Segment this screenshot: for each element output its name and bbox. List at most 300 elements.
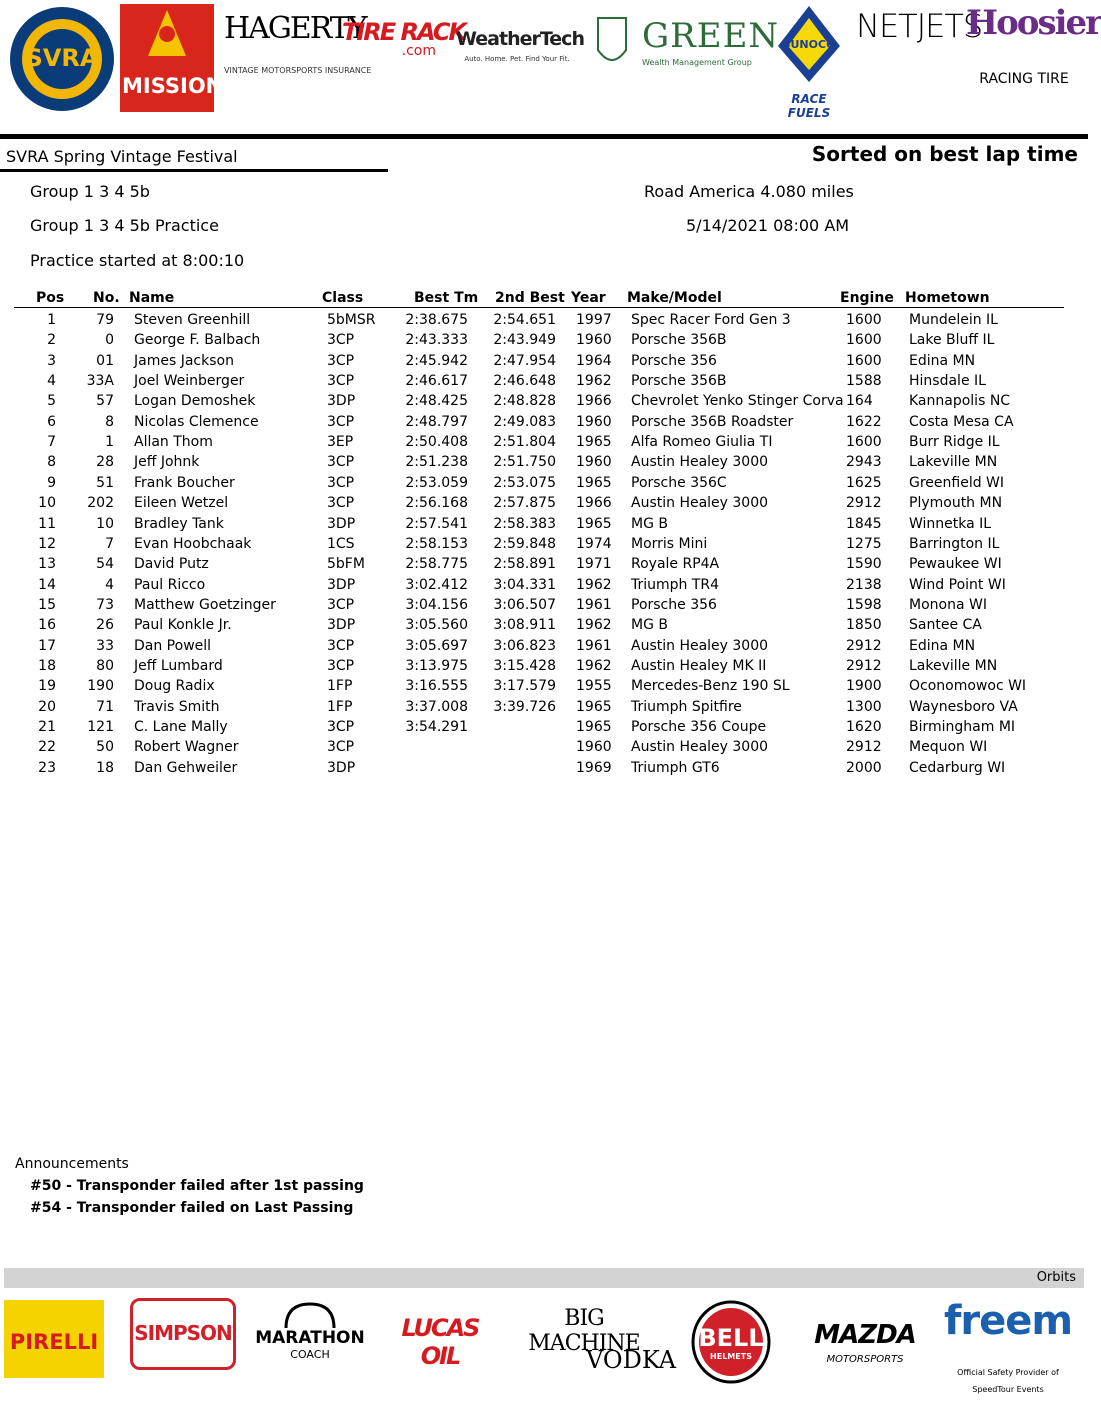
row-hometown: Greenfield WI	[909, 474, 1005, 491]
col-name: Name	[129, 290, 175, 306]
row-make-model: Triumph Spitfire	[631, 698, 742, 715]
row-second-best: 2:51.804	[493, 434, 556, 451]
row-pos: 4	[47, 373, 56, 390]
result-row	[0, 638, 1088, 658]
row-car-number: 33A	[86, 373, 114, 390]
svra-logo	[8, 4, 116, 114]
row-engine: 1590	[846, 556, 882, 573]
row-best-time: 2:43.333	[405, 332, 468, 349]
result-row	[0, 658, 1088, 678]
row-pos: 12	[38, 535, 56, 552]
result-row	[0, 536, 1088, 556]
row-class: 1FP	[327, 678, 353, 695]
row-hometown: Lakeville MN	[909, 657, 998, 674]
col-no: No.	[93, 290, 120, 306]
row-make-model: Royale RP4A	[631, 556, 720, 573]
row-pos: 14	[38, 576, 56, 593]
bigmachine-logo-text: BIG MACHINE	[528, 1306, 640, 1356]
orbits-label: Orbits	[1036, 1270, 1076, 1285]
result-row	[0, 617, 1088, 637]
row-pos: 17	[38, 637, 56, 654]
row-class: 3CP	[327, 454, 355, 471]
row-year: 1962	[576, 617, 612, 634]
result-row	[0, 475, 1088, 495]
row-year: 1960	[576, 332, 612, 349]
result-row	[0, 739, 1088, 759]
netjets-logo	[856, 7, 983, 108]
row-best-time: 2:57.541	[405, 515, 468, 532]
row-year: 1955	[576, 678, 612, 695]
row-year: 1965	[576, 698, 612, 715]
row-year: 1960	[576, 739, 612, 756]
row-car-number: 01	[96, 352, 114, 369]
header-rule	[14, 307, 1064, 308]
row-second-best: 3:06.823	[493, 637, 556, 654]
row-year: 1960	[576, 413, 612, 430]
row-driver-name: Steven Greenhill	[134, 312, 251, 328]
row-hometown: Waynesboro VA	[909, 698, 1018, 715]
row-make-model: Triumph TR4	[631, 576, 720, 593]
green-shield-icon	[596, 16, 628, 70]
row-engine: 1600	[846, 332, 882, 349]
row-class: 3DP	[327, 617, 356, 634]
footer-bar	[4, 1268, 1084, 1288]
top-rule	[0, 134, 1088, 139]
result-row	[0, 760, 1088, 780]
session-label: Group 1 3 4 5b Practice	[30, 216, 219, 235]
bell-logo-text: BELL	[698, 1324, 764, 1352]
green-logo	[596, 12, 780, 108]
row-second-best: 2:47.954	[493, 352, 556, 369]
row-best-time: 2:48.425	[405, 393, 468, 410]
row-make-model: Porsche 356B	[631, 373, 727, 390]
result-row	[0, 556, 1088, 576]
mazda-logo	[800, 1300, 930, 1384]
row-best-time: 2:38.675	[405, 312, 468, 328]
row-best-time: 2:46.617	[405, 373, 468, 390]
result-row	[0, 414, 1088, 434]
col-pos: Pos	[36, 290, 65, 306]
row-year: 1960	[576, 454, 612, 471]
row-class: 3DP	[327, 759, 356, 776]
row-engine: 1620	[846, 719, 882, 735]
mazda-tagline: MOTORSPORTS	[826, 1354, 904, 1365]
row-year: 1965	[576, 515, 612, 532]
row-car-number: 1	[105, 434, 114, 451]
result-row	[0, 434, 1088, 454]
announcement-item: #50 - Transponder failed after 1st passing	[30, 1178, 364, 1194]
row-hometown: Edina MN	[909, 352, 976, 369]
green-tagline: Wealth Management Group	[642, 58, 752, 67]
col-class: Class	[322, 290, 364, 306]
row-car-number: 51	[96, 474, 114, 491]
row-pos: 22	[38, 739, 56, 756]
row-year: 1961	[576, 596, 612, 613]
row-best-time: 2:56.168	[405, 495, 468, 512]
marathon-tagline: COACH	[290, 1348, 330, 1361]
row-make-model: Austin Healey 3000	[631, 495, 769, 512]
col-second: 2nd Best	[495, 290, 565, 306]
row-class: 3CP	[327, 413, 355, 430]
row-best-time: 3:13.975	[405, 657, 468, 674]
row-hometown: Barrington IL	[909, 535, 1000, 552]
row-best-time: 3:54.291	[405, 719, 468, 735]
row-driver-name: Allan Thom	[134, 434, 213, 451]
row-pos: 8	[47, 454, 56, 471]
row-engine: 1598	[846, 596, 882, 613]
announcements-title: Announcements	[15, 1156, 129, 1172]
row-best-time: 2:58.775	[405, 556, 468, 573]
row-second-best: 2:58.383	[493, 515, 556, 532]
row-class: 3DP	[327, 515, 356, 532]
hagerty-logo	[224, 11, 372, 110]
row-make-model: Mercedes-Benz 190 SL	[631, 678, 790, 695]
row-car-number: 8	[105, 413, 114, 430]
row-car-number: 202	[87, 495, 114, 512]
svra-logo-text: SVRA	[25, 44, 99, 72]
row-best-time: 2:48.797	[405, 413, 468, 430]
row-engine: 1300	[846, 698, 882, 715]
session-datetime: 5/14/2021 08:00 AM	[686, 216, 850, 235]
row-best-time: 2:58.153	[405, 535, 468, 552]
tirerack-logo-text: TIRE RACK	[342, 18, 466, 46]
bigmachine-logo	[514, 1302, 677, 1398]
row-pos: 16	[38, 617, 56, 634]
row-engine: 164	[846, 393, 873, 410]
row-driver-name: David Putz	[134, 556, 209, 573]
row-pos: 23	[38, 759, 56, 776]
row-pos: 18	[38, 657, 56, 674]
row-second-best: 3:15.428	[493, 657, 556, 674]
row-engine: 1845	[846, 515, 882, 532]
row-driver-name: Robert Wagner	[134, 739, 239, 756]
result-row	[0, 393, 1088, 413]
row-second-best: 3:04.331	[493, 576, 556, 593]
row-hometown: Hinsdale IL	[909, 373, 986, 390]
row-class: 3CP	[327, 596, 355, 613]
row-second-best: 2:46.648	[493, 373, 556, 390]
row-hometown: Wind Point WI	[909, 576, 1006, 593]
row-engine: 2138	[846, 576, 882, 593]
row-class: 3CP	[327, 474, 355, 491]
row-class: 3DP	[327, 393, 356, 410]
row-class: 3CP	[327, 657, 355, 674]
row-make-model: Chevrolet Yenko Stinger Corva	[631, 393, 844, 410]
row-make-model: Austin Healey MK II	[631, 657, 767, 674]
mission-logo	[120, 4, 224, 112]
row-year: 1962	[576, 576, 612, 593]
row-pos: 6	[47, 413, 56, 430]
marathon-logo	[252, 1300, 368, 1392]
bell-logo	[690, 1300, 772, 1384]
row-year: 1997	[576, 312, 612, 328]
row-hometown: Birmingham MI	[909, 719, 1016, 735]
row-year: 1974	[576, 535, 612, 552]
row-driver-name: Doug Radix	[134, 678, 215, 695]
row-hometown: Pewaukee WI	[909, 556, 1002, 573]
row-driver-name: Travis Smith	[134, 698, 220, 715]
row-engine: 1900	[846, 678, 882, 695]
weathertech-tagline: Auto. Home. Pet. Find Your Fit.	[464, 55, 570, 63]
row-car-number: 26	[96, 617, 114, 634]
row-year: 1965	[576, 474, 612, 491]
row-car-number: 79	[96, 312, 114, 328]
row-engine: 2000	[846, 759, 882, 776]
weathertech-logo	[456, 28, 584, 100]
row-hometown: Lakeville MN	[909, 454, 998, 471]
lucasoil-logo	[380, 1300, 500, 1370]
row-driver-name: George F. Balbach	[134, 332, 261, 349]
row-car-number: 50	[96, 739, 114, 756]
row-hometown: Costa Mesa CA	[909, 413, 1014, 430]
row-class: 5bMSR	[327, 312, 376, 328]
row-pos: 9	[47, 474, 56, 491]
row-engine: 2912	[846, 637, 882, 654]
row-make-model: Morris Mini	[631, 535, 708, 552]
row-car-number: 10	[96, 515, 114, 532]
row-hometown: Kannapolis NC	[909, 393, 1011, 410]
row-best-time: 3:05.697	[405, 637, 468, 654]
row-pos: 10	[38, 495, 56, 512]
row-hometown: Lake Bluff IL	[909, 332, 995, 349]
row-best-time: 3:02.412	[405, 576, 468, 593]
row-driver-name: C. Lane Mally	[134, 719, 228, 735]
group-label: Group 1 3 4 5b	[30, 182, 150, 201]
row-engine: 1275	[846, 535, 882, 552]
row-make-model: Porsche 356	[631, 352, 717, 369]
row-driver-name: Evan Hoobchaak	[134, 535, 252, 552]
row-second-best: 2:53.075	[493, 474, 556, 491]
hoosier-logo-text: Hoosier	[966, 3, 1101, 43]
pirelli-logo	[4, 1300, 104, 1378]
row-class: 3CP	[327, 352, 355, 369]
row-pos: 19	[38, 678, 56, 695]
pirelli-logo-text: PIRELLI	[9, 1330, 99, 1354]
row-engine: 1850	[846, 617, 882, 634]
row-car-number: 80	[96, 657, 114, 674]
row-pos: 2	[47, 332, 56, 349]
row-driver-name: Jeff Lumbard	[134, 657, 223, 674]
row-make-model: Triumph GT6	[631, 759, 720, 776]
row-year: 1966	[576, 393, 612, 410]
row-second-best: 3:06.507	[493, 596, 556, 613]
row-engine: 2912	[846, 739, 882, 756]
tirerack-dotcom: .com	[401, 43, 436, 59]
row-best-time: 2:53.059	[405, 474, 468, 491]
row-second-best: 2:51.750	[493, 454, 556, 471]
row-make-model: MG B	[631, 515, 668, 532]
row-make-model: Porsche 356C	[631, 474, 727, 491]
row-driver-name: Paul Ricco	[134, 576, 206, 593]
hoosier-logo	[966, 3, 1101, 110]
row-car-number: 73	[96, 596, 114, 613]
row-car-number: 18	[96, 759, 114, 776]
weathertech-logo-text: WeatherTech	[456, 28, 584, 50]
row-driver-name: Matthew Goetzinger	[134, 596, 276, 613]
row-car-number: 190	[87, 678, 114, 695]
row-best-time: 2:50.408	[405, 434, 468, 451]
row-car-number: 0	[105, 332, 114, 349]
row-pos: 3	[47, 352, 56, 369]
row-engine: 1622	[846, 413, 882, 430]
row-class: 1CS	[327, 535, 355, 552]
row-best-time: 3:16.555	[405, 678, 468, 695]
row-car-number: 121	[87, 719, 114, 735]
row-car-number: 71	[96, 698, 114, 715]
event-title-rule	[0, 169, 388, 172]
hagerty-logo-text: HAGERTY	[224, 11, 366, 46]
row-year: 1961	[576, 637, 612, 654]
row-class: 3CP	[327, 373, 355, 390]
row-second-best: 3:39.726	[493, 698, 556, 715]
result-row	[0, 373, 1088, 393]
row-pos: 13	[38, 556, 56, 573]
row-year: 1966	[576, 495, 612, 512]
col-make: Make/Model	[627, 290, 722, 306]
row-driver-name: Nicolas Clemence	[134, 413, 259, 430]
lucasoil-logo-text: LUCAS OIL	[401, 1314, 479, 1370]
session-start: Practice started at 8:00:10	[30, 251, 245, 270]
result-row	[0, 597, 1088, 617]
row-second-best: 2:59.848	[493, 535, 556, 552]
row-hometown: Cedarburg WI	[909, 759, 1006, 776]
row-class: 5bFM	[327, 556, 365, 573]
row-second-best: 2:54.651	[493, 312, 556, 328]
row-best-time: 3:37.008	[405, 698, 468, 715]
col-engine: Engine	[840, 290, 894, 306]
row-best-time: 3:04.156	[405, 596, 468, 613]
row-second-best: 2:57.875	[493, 495, 556, 512]
row-class: 3DP	[327, 576, 356, 593]
freem-tagline: Official Safety Provider of SpeedTour Events	[957, 1368, 1059, 1394]
row-second-best: 2:48.828	[493, 393, 556, 410]
row-second-best: 2:43.949	[493, 332, 556, 349]
hagerty-tagline: VINTAGE MOTORSPORTS INSURANCE	[224, 66, 372, 75]
result-row	[0, 678, 1088, 698]
freem-logo-text: freem	[944, 1298, 1073, 1344]
row-make-model: Austin Healey 3000	[631, 454, 769, 471]
bigmachine-tagline: VODKA	[586, 1346, 677, 1374]
col-year: Year	[571, 290, 606, 306]
row-class: 3CP	[327, 637, 355, 654]
row-pos: 20	[38, 698, 56, 715]
row-hometown: Oconomowoc WI	[909, 678, 1027, 695]
row-second-best: 3:08.911	[493, 617, 556, 634]
row-driver-name: Dan Gehweiler	[134, 759, 238, 776]
row-engine: 2943	[846, 454, 882, 471]
row-class: 3CP	[327, 739, 355, 756]
row-year: 1962	[576, 373, 612, 390]
result-row	[0, 332, 1088, 352]
row-year: 1965	[576, 434, 612, 451]
event-title: SVRA Spring Vintage Festival	[6, 147, 238, 166]
result-row	[0, 353, 1088, 373]
mission-logo-text: MISSION	[122, 74, 224, 98]
row-make-model: Spec Racer Ford Gen 3	[631, 312, 791, 328]
row-driver-name: Bradley Tank	[134, 515, 224, 532]
row-hometown: Edina MN	[909, 637, 976, 654]
sunoco-tagline: RACE FUELS	[787, 92, 831, 120]
row-engine: 1600	[846, 434, 882, 451]
row-driver-name: James Jackson	[134, 352, 234, 369]
row-car-number: 33	[96, 637, 114, 654]
hoosier-tagline: RACING TIRE	[979, 71, 1069, 87]
row-class: 1FP	[327, 698, 353, 715]
row-pos: 7	[47, 434, 56, 451]
simpson-logo-text: SIMPSON	[134, 1321, 232, 1345]
row-car-number: 28	[96, 454, 114, 471]
row-car-number: 4	[105, 576, 114, 593]
row-class: 3EP	[327, 434, 354, 451]
result-row	[0, 699, 1088, 719]
row-driver-name: Dan Powell	[134, 637, 212, 654]
row-engine: 2912	[846, 657, 882, 674]
row-class: 3CP	[327, 332, 355, 349]
row-driver-name: Logan Demoshek	[134, 393, 256, 410]
col-hometown: Hometown	[905, 290, 990, 306]
row-make-model: Porsche 356B Roadster	[631, 413, 794, 430]
row-pos: 11	[38, 515, 56, 532]
row-engine: 1588	[846, 373, 882, 390]
row-year: 1969	[576, 759, 612, 776]
row-hometown: Monona WI	[909, 596, 987, 613]
result-row	[0, 516, 1088, 536]
row-pos: 5	[47, 393, 56, 410]
marathon-logo-text: MARATHON	[255, 1328, 365, 1348]
row-engine: 2912	[846, 495, 882, 512]
sunoco-logo-text: SUNOCO	[782, 38, 836, 51]
row-make-model: Porsche 356	[631, 596, 717, 613]
row-best-time: 2:45.942	[405, 352, 468, 369]
row-make-model: Porsche 356 Coupe	[631, 719, 767, 735]
row-class: 3CP	[327, 719, 355, 735]
row-driver-name: Joel Weinberger	[134, 373, 245, 390]
freem-logo	[936, 1298, 1084, 1394]
row-engine: 1600	[846, 312, 882, 328]
result-row	[0, 577, 1088, 597]
row-driver-name: Eileen Wetzel	[134, 495, 229, 512]
row-pos: 21	[38, 719, 56, 735]
mazda-logo-text: MAZDA	[814, 1320, 916, 1350]
row-car-number: 54	[96, 556, 114, 573]
tirerack-logo	[342, 18, 466, 108]
row-pos: 15	[38, 596, 56, 613]
row-make-model: Austin Healey 3000	[631, 739, 769, 756]
sort-label: Sorted on best lap time	[811, 142, 1078, 166]
row-hometown: Mundelein IL	[909, 312, 998, 328]
row-second-best: 2:49.083	[493, 413, 556, 430]
result-row	[0, 454, 1088, 474]
row-pos: 1	[47, 312, 56, 328]
row-make-model: Austin Healey 3000	[631, 637, 769, 654]
result-row	[0, 495, 1088, 515]
row-best-time: 2:51.238	[405, 454, 468, 471]
row-year: 1962	[576, 657, 612, 674]
announcement-item: #54 - Transponder failed on Last Passing	[30, 1200, 354, 1216]
marathon-laurel-icon	[280, 1300, 340, 1330]
row-hometown: Santee CA	[909, 617, 982, 634]
row-engine: 1625	[846, 474, 882, 491]
row-hometown: Burr Ridge IL	[909, 434, 1000, 451]
row-make-model: Porsche 356B	[631, 332, 727, 349]
row-driver-name: Frank Boucher	[134, 474, 235, 491]
green-logo-text: GREEN	[642, 16, 780, 56]
row-year: 1965	[576, 719, 612, 735]
bell-tagline: HELMETS	[710, 1352, 752, 1361]
row-hometown: Mequon WI	[909, 739, 988, 756]
col-best: Best Tm	[414, 290, 479, 306]
row-hometown: Plymouth MN	[909, 495, 1003, 512]
